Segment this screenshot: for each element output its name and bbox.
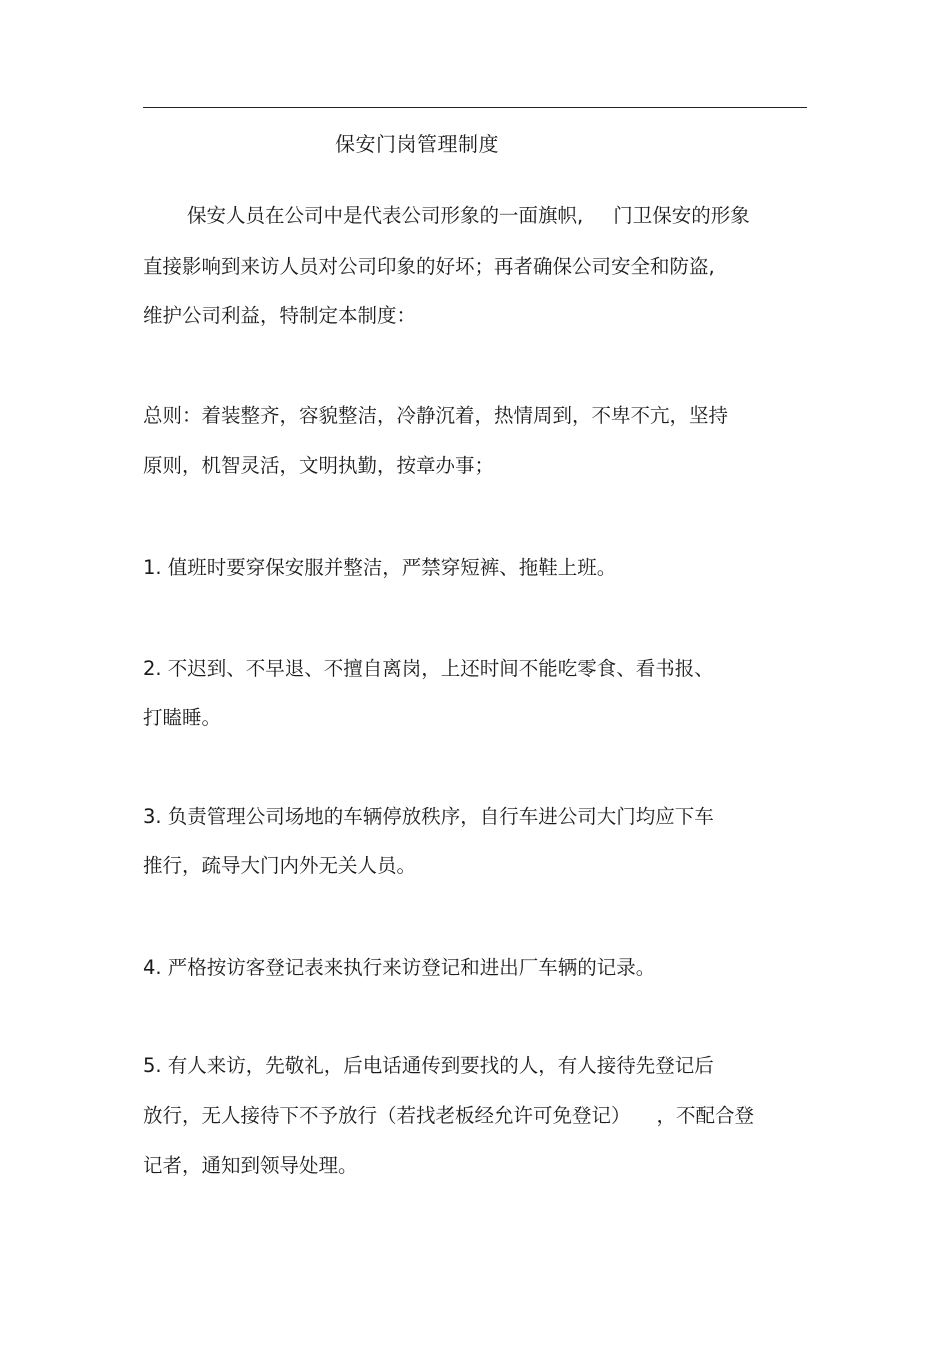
rule-5-line-2-part-b: ，不配合登 [656,1104,755,1127]
intro-line-3: 维护公司利益，特制定本制度： [143,304,417,327]
rule-4-line-1: 4. 严格按访客登记表来执行来访登记和进出厂车辆的记录。 [143,956,656,979]
intro-line-1 [187,203,750,229]
general-line-1: 总则：着装整齐，容貌整洁，冷静沉着，热情周到，不卑不亢，坚持 [143,404,729,427]
header-rule [143,107,807,108]
document-title: 保安门岗管理制度 [335,132,499,156]
rule-2-line-2: 打瞌睡。 [143,706,222,729]
intro-line-1-part-a: 保安人员在公司中是代表公司形象的一面旗帜, [187,204,584,227]
intro-line-1-part-b: 门卫保安的形象 [613,204,750,227]
rule-2-line-1: 2. 不迟到、不早退、不擅自离岗，上还时间不能吃零食、看书报、 [143,657,714,680]
rule-5-line-1: 5. 有人来访，先敬礼，后电话通传到要找的人，有人接待先登记后 [143,1054,714,1077]
rule-1-line-1: 1. 值班时要穿保安服并整洁，严禁穿短裤、拖鞋上班。 [143,556,617,579]
intro-line-2: 直接影响到来访人员对公司印象的好坏；再者确保公司安全和防盗, [143,255,715,278]
rule-3-line-2: 推行，疏导大门内外无关人员。 [143,854,417,877]
rule-5-line-3: 记者，通知到领导处理。 [143,1154,358,1177]
general-line-2: 原则，机智灵活，文明执勤，按章办事； [143,454,495,477]
rule-5-line-2-part-a: 放行，无人接待下不予放行（若找老板经允许可免登记） [143,1104,631,1127]
rule-3-line-1: 3. 负责管理公司场地的车辆停放秩序，自行车进公司大门均应下车 [143,805,714,828]
rule-5-line-2 [143,1103,754,1129]
